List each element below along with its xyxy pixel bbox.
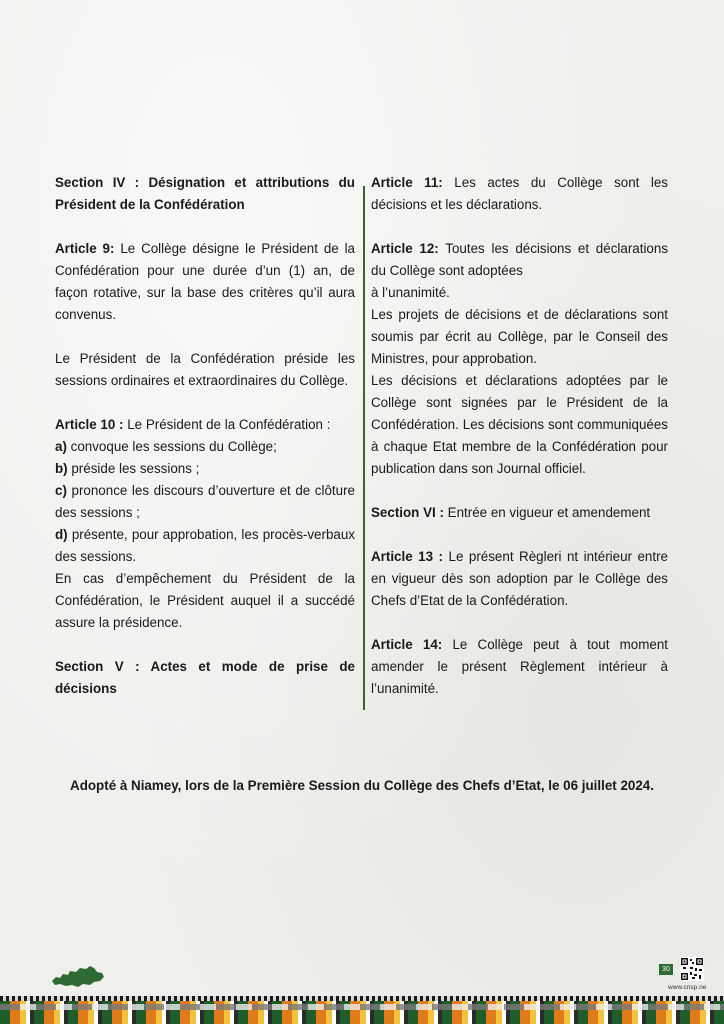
article-14-text: Le Collège peut à tout moment amender le présent Règlement intérieur à l’unanimité. xyxy=(371,637,669,696)
section-6-heading: Section VI : Entrée en vigueur et amendement xyxy=(371,505,651,520)
article-10-text: Le Président de la Confédération : xyxy=(123,417,331,432)
decorative-band-border xyxy=(0,996,724,1001)
section-5-heading: Section V : Actes et mode de prise de décisions xyxy=(55,659,355,696)
article-12-line2: à l’unanimité. xyxy=(371,285,450,300)
website-link[interactable]: www.cnsp.ne xyxy=(668,984,707,991)
article-9-text: Le Collège désigne le Président de la Confédération pour une durée d’un (1) an, de façon rotative, sur la base des critères qu’il aura convenus. xyxy=(55,241,355,322)
article-12 xyxy=(371,238,668,282)
impediment-paragraph: En cas d’empêchement du Président de la Confédération, le Président auquel il a succédé assure la présidence. xyxy=(55,571,355,630)
list-item-d: d) présente, pour approbation, les procès-verbaux des sessions. xyxy=(55,527,355,564)
article-11-label: Article 11: xyxy=(371,175,443,190)
right-column xyxy=(371,172,668,700)
column-divider xyxy=(363,186,365,710)
article-11-text: Les actes du Collège sont les décisions et les déclarations. xyxy=(371,175,668,212)
article-12-para3: Les décisions et déclarations adoptées par le Collège sont signées par le Président de la Confédération. Les décisions sont communiquées à chaque Etat membre de la Confédération pour publication dans son Journal officiel. xyxy=(371,373,668,476)
article-10-label: Article 10 : xyxy=(55,417,124,432)
adoption-note: Adopté à Niamey, lors de la Première Session du Collège des Chefs d’Etat, le 06 juillet 2024. xyxy=(70,778,654,793)
article-9 xyxy=(55,238,355,326)
list-item-b: b) préside les sessions ; xyxy=(55,461,200,476)
article-11 xyxy=(371,172,668,216)
article-14-label: Article 14: xyxy=(371,637,443,652)
list-item-a: a) convoque les sessions du Collège; xyxy=(55,439,277,454)
article-12-para2: Les projets de décisions et de déclarations sont soumis par écrit au Collège, par le Conseil des Ministres, pour approbation. xyxy=(371,307,668,366)
article-13 xyxy=(371,546,668,612)
list-item-c: c) prononce les discours d’ouverture et de clôture des sessions ; xyxy=(55,483,355,520)
article-14 xyxy=(371,634,668,700)
article-12-label: Article 12: xyxy=(371,241,439,256)
article-13-text: Le présent Règleri nt intérieur entre en vigueur dès son adoption par le Collège des Chefs d’Etat de la Confédération. xyxy=(371,549,668,608)
decorative-band-pattern xyxy=(0,1004,724,1010)
section-4-heading: Section IV : Désignation et attributions du Président de la Confédération xyxy=(55,175,355,212)
article-12-text: Toutes les décisions et déclarations du Collège sont adoptées xyxy=(371,241,669,278)
article-10 xyxy=(55,414,355,436)
article-9-label: Article 9: xyxy=(55,241,115,256)
qr-code-icon[interactable] xyxy=(680,957,704,981)
page-number: 30 xyxy=(659,964,673,975)
confederation-map-icon xyxy=(50,963,106,989)
article-13-label: Article 13 : xyxy=(371,549,444,564)
president-paragraph: Le Président de la Confédération préside les sessions ordinaires et extraordinaires du Collège. xyxy=(55,351,355,388)
left-column xyxy=(55,172,355,700)
